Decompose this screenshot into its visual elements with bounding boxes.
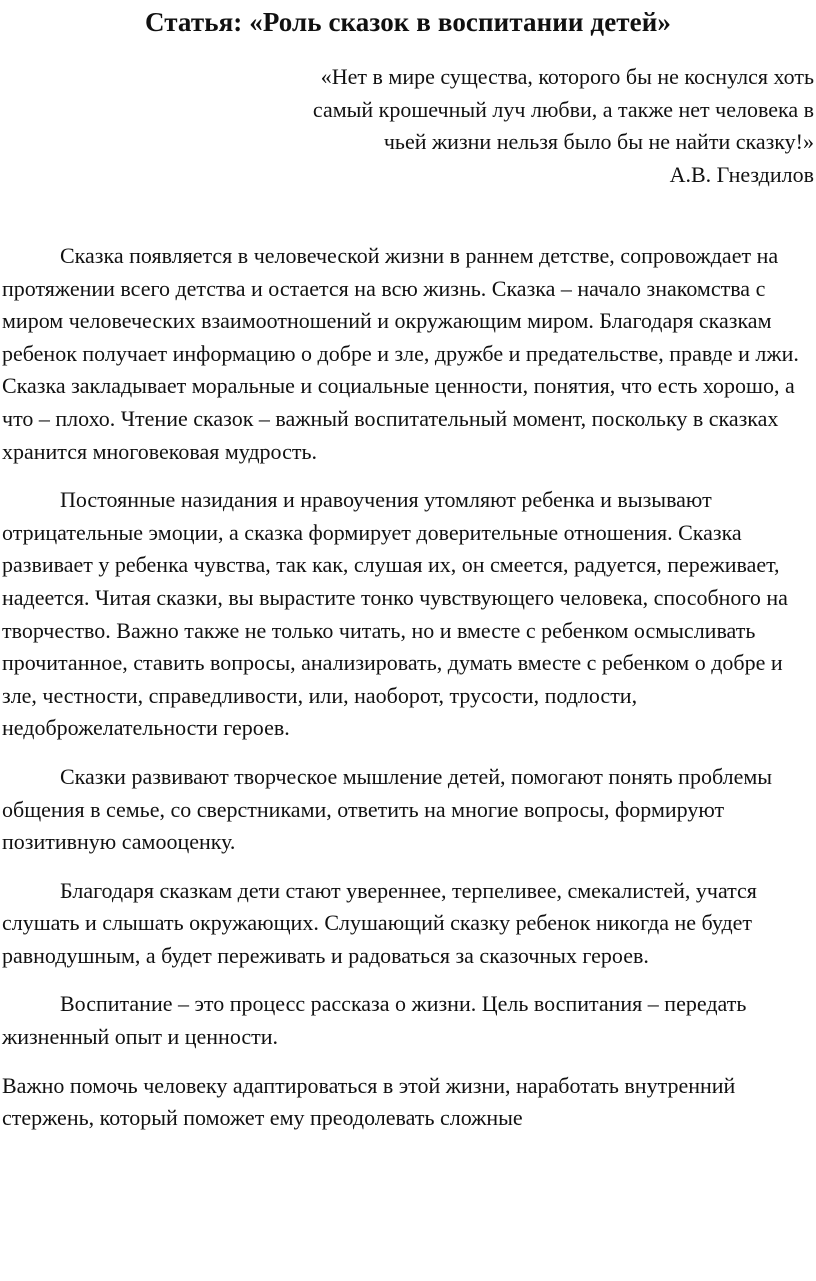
epigraph-author: А.В. Гнездилов	[669, 161, 814, 187]
paragraph: Воспитание – это процесс рассказа о жизни. Цель воспитания – передать жизненный опыт и ценности.	[2, 991, 747, 1050]
paragraph: Благодаря сказкам дети стают увереннее, терпеливее, смекалистей, учатся слушать и слышать окружающих. Слушающий сказку ребенок никогда не будет равнодушным, а будет переживать и радоваться за сказочных героев.	[2, 877, 757, 968]
paragraph: Сказка появляется в человеческой жизни в раннем детстве, сопровождает на протяжении всего детства и остается на всю жизнь. Сказка – начало знакомства с миром человеческих взаимоотношений и окружающим миром. Благодаря сказкам ребенок получает информацию о добре и зле, дружбе и предательстве, правде и лжи. Сказка закладывает моральные и социальные ценности, понятия, что есть хорошо, а что – плохо. Чтение сказок – важный воспитательный момент, поскольку в сказках хранится многовековая мудрость.	[2, 243, 799, 464]
article-body	[2, 240, 814, 1135]
page-title: Статья: «Роль сказок в воспитании детей»	[145, 7, 671, 37]
paragraph: Сказки развивают творческое мышление детей, помогают понять проблемы общения в семье, со сверстниками, ответить на многие вопросы, формируют позитивную самооценку.	[2, 763, 773, 855]
paragraph: Постоянные назидания и нравоучения утомляют ребенка и вызывают отрицательные эмоции, а сказка формирует доверительные отношения. Сказка развивает у ребенка чувства, так как, слушая их, он смеется, радуется, переживает, надеется. Читая сказки, вы вырастите тонко чувствующего человека, способного на творчество. Важно также не только читать, но и вместе с ребенком осмысливать прочитанное, ставить вопросы, анализировать, думать вместе с ребенком о добре и зле, честности, справедливости, или, наоборот, трусости, подлости, недоброжелательности героев.	[2, 487, 788, 741]
epigraph-quote: «Нет в мире существа, которого бы не коснулся хоть самый крошечный луч любви, а также нет человека в чьей жизни нельзя было бы не найти сказку!»	[312, 64, 814, 154]
paragraph-final: Важно помочь человеку адаптироваться в этой жизни, наработать внутренний стержень, который поможет ему преодолевать сложные	[2, 1072, 736, 1131]
